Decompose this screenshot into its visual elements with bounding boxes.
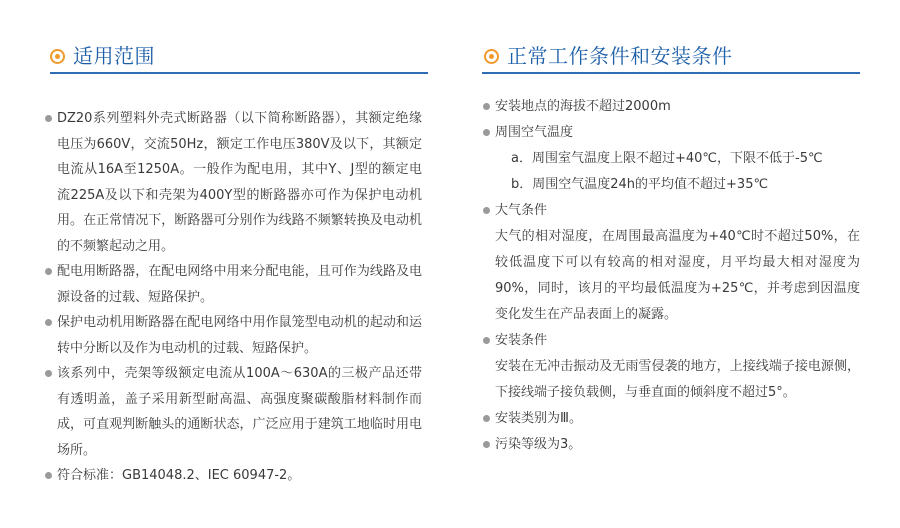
- list-item: [44, 361, 422, 463]
- bullet-dot-icon: [483, 129, 490, 136]
- bullseye-icon: [50, 49, 65, 64]
- list-item: [482, 406, 860, 432]
- air-temp-title: 周围空气温度: [495, 125, 574, 140]
- list-item: [44, 106, 422, 259]
- scope-list: [44, 106, 422, 489]
- conditions-list: [482, 94, 860, 458]
- bullseye-icon: [484, 49, 499, 64]
- air-temp-average: b．周围空气温度24h的平均值不超过+35℃: [511, 177, 769, 192]
- list-item: [482, 328, 860, 406]
- bullet-dot-icon: [45, 115, 52, 122]
- atmosphere-title: 大气条件: [495, 203, 548, 218]
- atmosphere-body: 大气的相对湿度，在周围最高温度为+40℃时不超过50%，在较低温度下可以有较高的相对湿度，月平均最大相对湿度为90%，同时，该月的平均最低温度为+25℃，并考虑到因温度变化发生在产品表面上的凝露。: [495, 229, 860, 322]
- conditions-section: [482, 40, 860, 458]
- scope-heading: [50, 40, 422, 72]
- list-item: [482, 120, 860, 198]
- bullet-dot-icon: [483, 337, 490, 344]
- list-item: [482, 198, 860, 328]
- list-item: [44, 259, 422, 310]
- list-item: [482, 94, 860, 120]
- scope-item-text: 该系列中，壳架等级额定电流从100A～630A的三极产品还带有透明盖，盖子采用新型耐高温、高强度聚碳酸脂材料制作而成，可直观判断触头的通断状态，广泛应用于建筑工地临时用电场所。: [57, 366, 422, 458]
- bullet-dot-icon: [45, 472, 52, 479]
- bullet-dot-icon: [483, 103, 490, 110]
- bullet-dot-icon: [45, 319, 52, 326]
- bullet-dot-icon: [483, 415, 490, 422]
- bullet-dot-icon: [483, 207, 490, 214]
- install-body: 安装在无冲击振动及无雨雪侵袭的地方，上接线端子接电源侧，下接线端子接负载侧，与垂直面的倾斜度不超过5°。: [495, 359, 860, 400]
- list-item: [482, 432, 860, 458]
- conditions-heading: [484, 40, 860, 72]
- altitude-text: 安装地点的海拔不超过2000m: [495, 99, 671, 114]
- air-temp-upper-lower: a．周围室气温度上限不超过+40℃，下限不低于-5℃: [511, 151, 823, 166]
- bullet-dot-icon: [45, 268, 52, 275]
- scope-item-text: 配电用断路器，在配电网络中用来分配电能，且可作为线路及电源设备的过载、短路保护。: [57, 264, 422, 305]
- scope-item-text: DZ20系列塑料外壳式断路器（以下简称断路器），其额定绝缘电压为660V，交流50Hz，额定工作电压380V及以下，其额定电流从16A至1250A。一般作为配电用，其中Y、J型的额定电流225A及以下和壳架为400Y型的断路器亦可作为保护电动机用。在正常情况下，断路器可分别作为线路不频繁转换及电动机的不频繁起动之用。: [57, 111, 422, 254]
- scope-section: [44, 40, 422, 489]
- pollution-level-text: 污染等级为3。: [495, 437, 582, 452]
- list-item: [44, 310, 422, 361]
- scope-heading-divider: [50, 72, 428, 74]
- scope-item-text: 符合标准：GB14048.2、IEC 60947-2。: [57, 468, 301, 483]
- bullet-dot-icon: [45, 370, 52, 377]
- install-category-text: 安装类别为Ⅲ。: [495, 411, 582, 426]
- bullet-dot-icon: [483, 441, 490, 448]
- conditions-heading-divider: [482, 72, 860, 74]
- list-item: [44, 463, 422, 489]
- scope-item-text: 保护电动机用断路器在配电网络中用作鼠笼型电动机的起动和运转中分断以及作为电动机的过载、短路保护。: [57, 315, 422, 356]
- install-title: 安装条件: [495, 333, 548, 348]
- scope-heading-title: 适用范围: [73, 44, 155, 68]
- conditions-heading-title: 正常工作条件和安装条件: [507, 44, 733, 68]
